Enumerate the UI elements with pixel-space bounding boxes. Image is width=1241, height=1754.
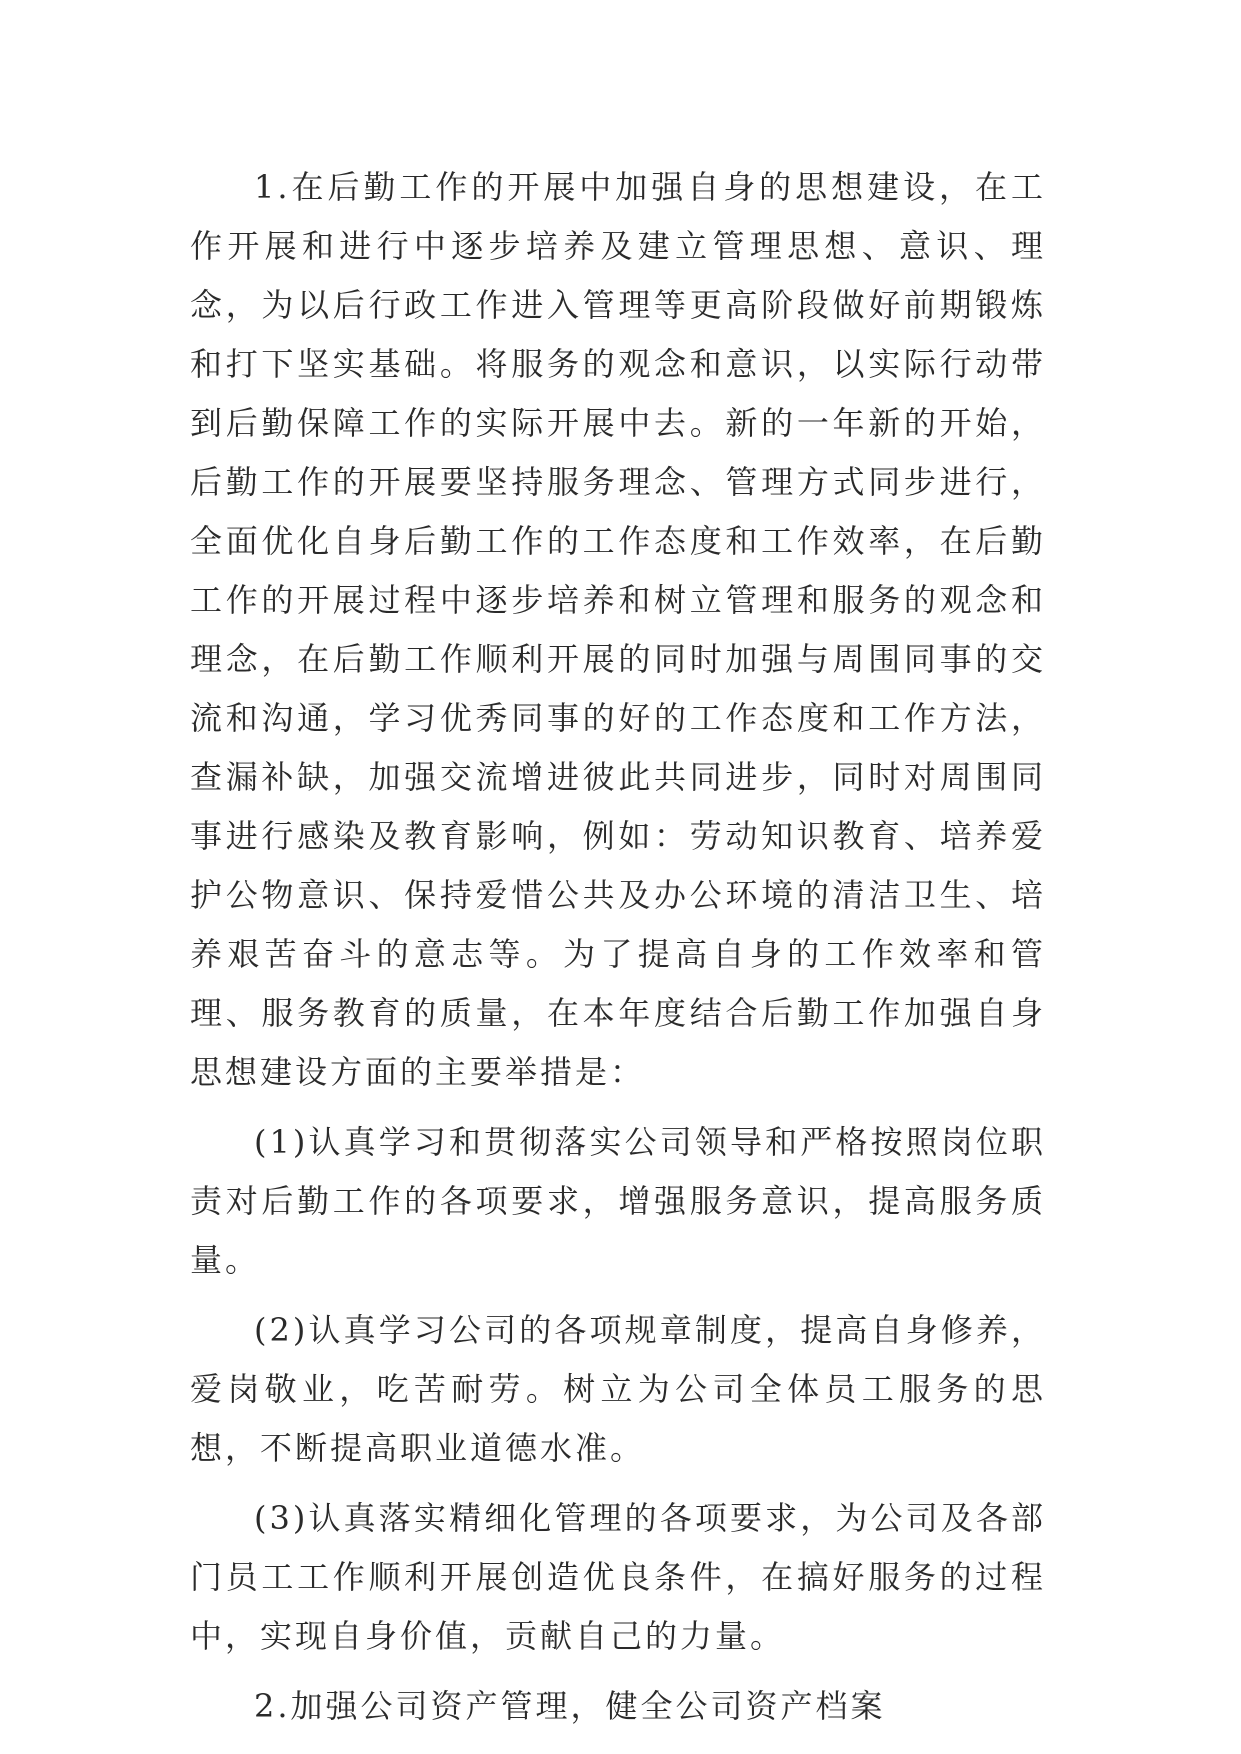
document-body	[190, 158, 1046, 1736]
paragraph-measure-3: (3)认真落实精细化管理的各项要求，为公司及各部门员工工作顺利开展创造优良条件，在搞好服务的过程中，实现自身价值，贡献自己的力量。	[190, 1499, 1046, 1655]
paragraph-thought-building: 1.在后勤工作的开展中加强自身的思想建设，在工作开展和进行中逐步培养及建立管理思想、意识、理念，为以后行政工作进入管理等更高阶段做好前期锻炼和打下坚实基础。将服务的观念和意识，以实际行动带到后勤保障工作的实际开展中去。新的一年新的开始，后勤工作的开展要坚持服务理念、管理方式同步进行，全面优化自身后勤工作的工作态度和工作效率，在后勤工作的开展过程中逐步培养和树立管理和服务的观念和理念，在后勤工作顺利开展的同时加强与周围同事的交流和沟通，学习优秀同事的好的工作态度和工作方法，查漏补缺，加强交流增进彼此共同进步，同时对周围同事进行感染及教育影响，例如：劳动知识教育、培养爱护公物意识、保持爱惜公共及办公环境的清洁卫生、培养艰苦奋斗的意志等。为了提高自身的工作效率和管理、服务教育的质量，在本年度结合后勤工作加强自身思想建设方面的主要举措是：	[190, 168, 1046, 1091]
paragraph-measure-2: (2)认真学习公司的各项规章制度，提高自身修养，爱岗敬业，吃苦耐劳。树立为公司全体员工服务的思想，不断提高职业道德水准。	[190, 1311, 1046, 1467]
paragraph-measure-1: (1)认真学习和贯彻落实公司领导和严格按照岗位职责对后勤工作的各项要求，增强服务意识，提高服务质量。	[190, 1123, 1046, 1279]
paragraph-asset-management: 2.加强公司资产管理，健全公司资产档案	[254, 1687, 886, 1725]
